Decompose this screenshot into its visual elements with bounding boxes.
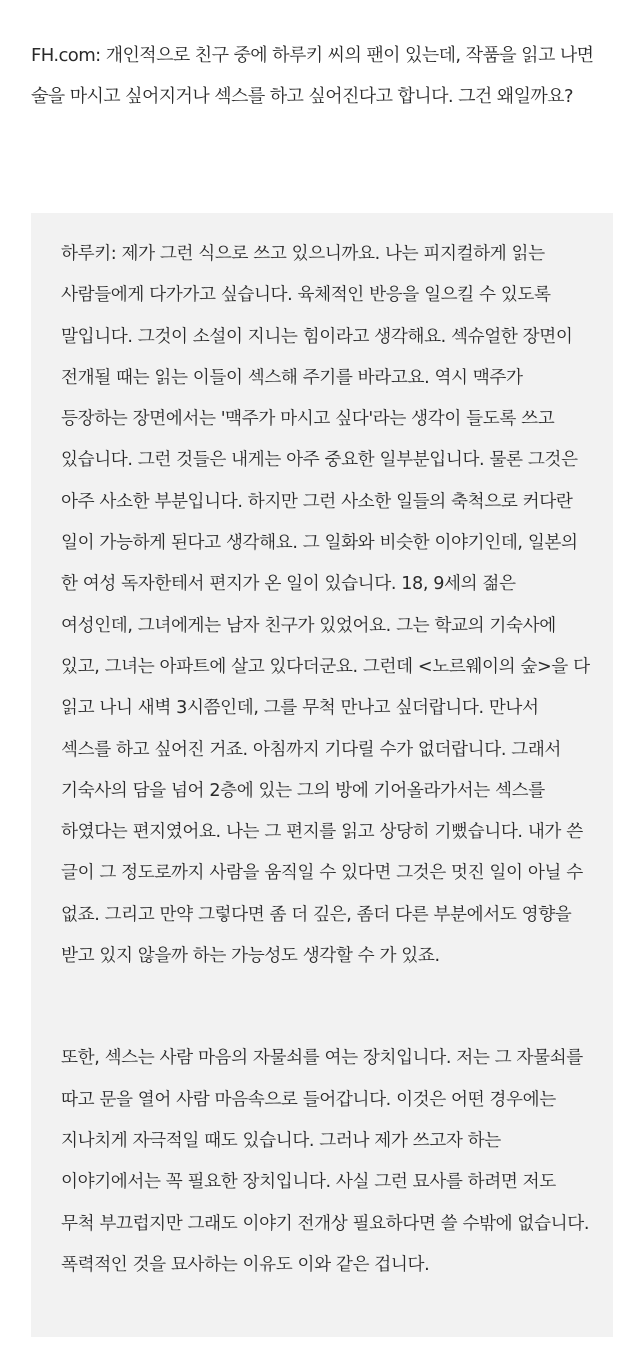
answer-paragraph-2: 또한, 섹스는 사람 마음의 자물쇠를 여는 장치입니다. 저는 그 자물쇠를 따고 문을 열어 사람 마음속으로 들어갑니다. 이것은 어떤 경우에는 지나치게 자극적일 때도 있습니다. 그러나 제가 쓰고자 하는 이야기에서는 꼭 필요한 장치입니다. 사실 그런 묘사를 하려면 저도 무척 부끄럽지만 그래도 이야기 전개상 필요하다면 쓸 수밖에 없습니다. 폭력적인 것을 묘사하는 이유도 이와 같은 겁니다. [61, 1048, 590, 1275]
answer-quote-box [31, 213, 613, 1337]
answer-paragraph-1: 하루키: 제가 그런 식으로 쓰고 있으니까요. 나는 피지컬하게 읽는 사람들에게 다가가고 싶습니다. 육체적인 반응을 일으킬 수 있도록 말입니다. 그것이 소설이 지니는 힘이라고 생각해요. 섹슈얼한 장면이 전개될 때는 읽는 이들이 섹스해 주기를 바라고요. 역시 맥주가 등장하는 장면에서는 '맥주가 마시고 싶다'라는 생각이 들도록 쓰고 있습니다. 그런 것들은 내게는 아주 중요한 일부분입니다. 물론 그것은 아주 사소한 부분입니다. 하지만 그런 사소한 일들의 축척으로 커다란 일이 가능하게 된다고 생각해요. 그 일화와 비슷한 이야기인데, 일본의 한 여성 독자한테서 편지가 온 일이 있습니다. 18, 9세의 젊은 여성인데, 그녀에게는 남자 친구가 있었어요. 그는 학교의 기숙사에 있고, 그녀는 아파트에 살고 있다더군요. 그런데 <노르웨이의 숲>을 다 읽고 나니 새벽 3시쯤인데, 그를 무척 만나고 싶더랍니다. 만나서 섹스를 하고 싶어진 거죠. 아침까지 기다릴 수가 없더랍니다. 그래서 기숙사의 담을 넘어 2층에 있는 그의 방에 기어올라가서는 섹스를 하였다는 편지였어요. 나는 그 편지를 읽고 상당히 기뻤습니다. 내가 쓴 글이 그 정도로까지 사람을 움직일 수 있다면 그것은 멋진 일이 아닐 수 없죠. 그리고 만약 그렇다면 좀 더 깊은, 좀더 다른 부분에서도 영향을 받고 있지 않을까 하는 가능성도 생각할 수 가 있죠. [61, 244, 590, 967]
interview-question: FH.com: 개인적으로 친구 중에 하루키 씨의 팬이 있는데, 작품을 읽고 나면 술을 마시고 싶어지거나 섹스를 하고 싶어진다고 합니다. 그건 왜일까요? [31, 45, 594, 107]
